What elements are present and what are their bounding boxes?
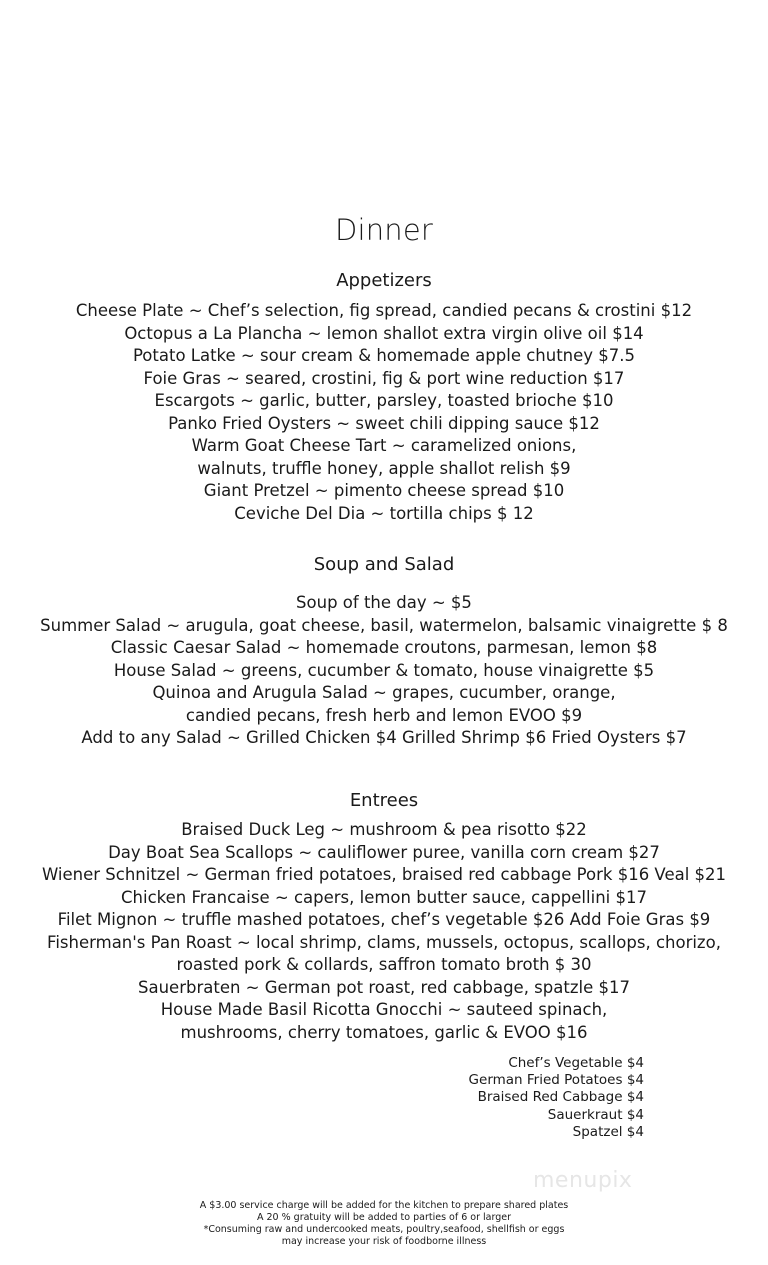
appetizers-list xyxy=(0,300,768,525)
menu-item: Add to any Salad ~ Grilled Chicken $4 Grilled Shrimp $6 Fried Oysters $7 xyxy=(81,728,687,747)
menu-item: Potato Latke ~ sour cream & homemade apple chutney $7.5 xyxy=(132,346,636,365)
menu-item: Sauerbraten ~ German pot roast, red cabbage, spatzle $17 xyxy=(138,977,630,997)
entrees-heading: Entrees xyxy=(349,790,419,811)
side-item: Braised Red Cabbage $4 xyxy=(477,1089,644,1106)
soup-salad-list xyxy=(0,592,768,750)
menupix-watermark: menupix xyxy=(533,1168,633,1193)
menu-item: Octopus a La Plancha ~ lemon shallot extra virgin olive oil $14 xyxy=(124,323,644,343)
menu-item: Ceviche Del Dia ~ tortilla chips $ 12 xyxy=(234,503,534,523)
menu-item: Braised Duck Leg ~ mushroom & pea risotto $22 xyxy=(181,820,587,839)
menu-item: Fisherman's Pan Roast ~ local shrimp, clams, mussels, octopus, scallops, chorizo, xyxy=(47,932,721,952)
sides-list xyxy=(469,1055,644,1141)
menu-item: House Salad ~ greens, cucumber & tomato, house vinaigrette $5 xyxy=(113,660,655,680)
menu-title: Dinner xyxy=(334,213,434,247)
footer-line: A 20 % gratuity will be added to parties of 6 or larger xyxy=(256,1212,511,1223)
menu-item: Panko Fried Oysters ~ sweet chili dipping sauce $12 xyxy=(168,413,600,433)
footer-line: *Consuming raw and undercooked meats, poultry,seafood, shellfish or eggs xyxy=(203,1224,565,1235)
menu-item: Day Boat Sea Scallops ~ cauliflower puree, vanilla corn cream $27 xyxy=(108,842,660,862)
menu-item: Escargots ~ garlic, butter, parsley, toasted brioche $10 xyxy=(154,391,614,410)
menu-item: Foie Gras ~ seared, crostini, fig & port wine reduction $17 xyxy=(143,368,625,388)
side-item: Spatzel $4 xyxy=(572,1123,644,1140)
menu-item: Wiener Schnitzel ~ German fried potatoes, braised red cabbage Pork $16 Veal $21 xyxy=(41,865,727,884)
footer-notes xyxy=(0,1200,768,1248)
side-item: German Fried Potatoes $4 xyxy=(468,1072,644,1089)
menu-item: Warm Goat Cheese Tart ~ caramelized onions, xyxy=(191,436,577,455)
menu-item: Quinoa and Arugula Salad ~ grapes, cucumber, orange, xyxy=(152,683,616,702)
menu-item: Summer Salad ~ arugula, goat cheese, basil, watermelon, balsamic vinaigrette $ 8 xyxy=(40,615,728,635)
menu-item: House Made Basil Ricotta Gnocchi ~ sauteed spinach, xyxy=(160,1000,608,1019)
menu-item: candied pecans, fresh herb and lemon EVOO $9 xyxy=(185,705,583,725)
menu-item: Giant Pretzel ~ pimento cheese spread $10 xyxy=(203,481,565,500)
side-item: Chef’s Vegetable $4 xyxy=(508,1055,644,1071)
footer-line: A $3.00 service charge will be added for the kitchen to prepare shared plates xyxy=(199,1200,569,1211)
menu-item: walnuts, truffle honey, apple shallot relish $9 xyxy=(197,458,571,478)
menu-item: Classic Caesar Salad ~ homemade croutons, parmesan, lemon $8 xyxy=(110,638,658,657)
soup-salad-heading: Soup and Salad xyxy=(313,554,455,575)
menu-item: Soup of the day ~ $5 xyxy=(296,593,472,612)
menu-item: roasted pork & collards, saffron tomato broth $ 30 xyxy=(176,955,592,974)
menu-item: Cheese Plate ~ Chef’s selection, fig spread, candied pecans & crostini $12 xyxy=(75,301,693,320)
menu-item: Filet Mignon ~ truffle mashed potatoes, chef’s vegetable $26 Add Foie Gras $9 xyxy=(57,910,711,929)
entrees-list xyxy=(0,819,768,1044)
side-item: Sauerkraut $4 xyxy=(547,1106,644,1123)
footer-line: may increase your risk of foodborne illness xyxy=(281,1236,487,1247)
menu-item: Chicken Francaise ~ capers, lemon butter sauce, cappellini $17 xyxy=(121,887,647,907)
menu-item: mushrooms, cherry tomatoes, garlic & EVOO $16 xyxy=(180,1022,588,1042)
appetizers-heading: Appetizers xyxy=(336,270,432,291)
